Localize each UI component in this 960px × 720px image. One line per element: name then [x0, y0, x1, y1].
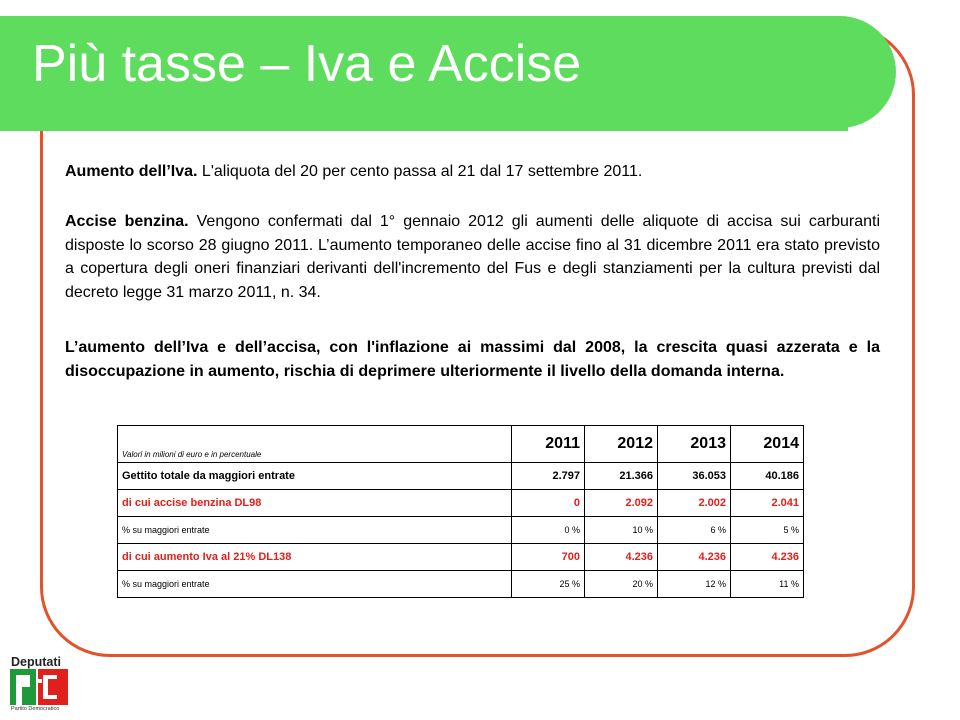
table-cell: 10 % [585, 517, 658, 544]
table-cell: 36.053 [658, 463, 731, 490]
table-row-label: Gettito totale da maggiori entrate [118, 463, 512, 490]
table-cell: 2.002 [658, 490, 731, 517]
table-cell: 40.186 [731, 463, 804, 490]
table-cell: 25 % [512, 571, 585, 598]
table-cell: 4.236 [585, 544, 658, 571]
table-header-year: 2013 [658, 426, 731, 463]
table-cell: 2.041 [731, 490, 804, 517]
table-row [118, 463, 804, 490]
title-underline [0, 126, 848, 131]
table-cell: 21.366 [585, 463, 658, 490]
table-header-year: 2014 [731, 426, 804, 463]
table-row-label: % su maggiori entrate [118, 571, 512, 598]
table-cell: 700 [512, 544, 585, 571]
paragraph-iva-heading: Aumento dell’Iva. [65, 163, 198, 180]
paragraph-accise-heading: Accise benzina. [65, 213, 189, 230]
table-cell: 2.797 [512, 463, 585, 490]
paragraph-conclusion: L’aumento dell’Iva e dell’accisa, con l'inflazione ai massimi dal 2008, la crescita quasi azzerata e la disoccupazione in aumento, rischia di deprimere ulteriormente il livello della domanda interna. [65, 339, 880, 380]
table-cell: 6 % [658, 517, 731, 544]
table-header-year: 2012 [585, 426, 658, 463]
table-cell: 12 % [658, 571, 731, 598]
table-cell: 5 % [731, 517, 804, 544]
revenue-table [117, 425, 804, 598]
table-cell: 4.236 [731, 544, 804, 571]
table-row-label: di cui aumento Iva al 21% DL138 [118, 544, 512, 571]
table-cell: 4.236 [658, 544, 731, 571]
table-header-row [118, 426, 804, 463]
table-row [118, 490, 804, 517]
table-header-year: 2011 [512, 426, 585, 463]
logo-deputati-text: Deputati [11, 655, 61, 669]
table-row-label: % su maggiori entrate [118, 517, 512, 544]
pd-logo-icon [10, 669, 70, 709]
table-cell: 0 [512, 490, 585, 517]
table-row [118, 544, 804, 571]
table-cell: 20 % [585, 571, 658, 598]
slide-title: Più tasse – Iva e Accise [32, 35, 582, 93]
pd-deputati-logo [8, 655, 70, 715]
paragraph-accise [65, 210, 880, 304]
table-row [118, 571, 804, 598]
logo-subtitle: Partito Democratico [11, 706, 60, 712]
paragraph-iva [65, 160, 880, 184]
table-header-label: Valori in milioni di euro e in percentuale [118, 426, 512, 463]
table-cell: 0 % [512, 517, 585, 544]
paragraph-accise-text: Vengono confermati dal 1° gennaio 2012 gli aumenti delle aliquote di accisa sui carburanti disposte lo scorso 28 giugno 2011. L’aumento temporaneo delle accise fino al 31 dicembre 2011 era stato previsto a copertura degli oneri finanziari derivanti dell'incremento del Fus e degli stanziamenti per la cultura previsti dal decreto legge 31 marzo 2011, n. 34. [65, 213, 881, 301]
table-row [118, 517, 804, 544]
table-row-label: di cui accise benzina DL98 [118, 490, 512, 517]
paragraph-iva-text: L'aliquota del 20 per cento passa al 21 dal 17 settembre 2011. [197, 163, 643, 180]
table-cell: 11 % [731, 571, 804, 598]
table-cell: 2.092 [585, 490, 658, 517]
